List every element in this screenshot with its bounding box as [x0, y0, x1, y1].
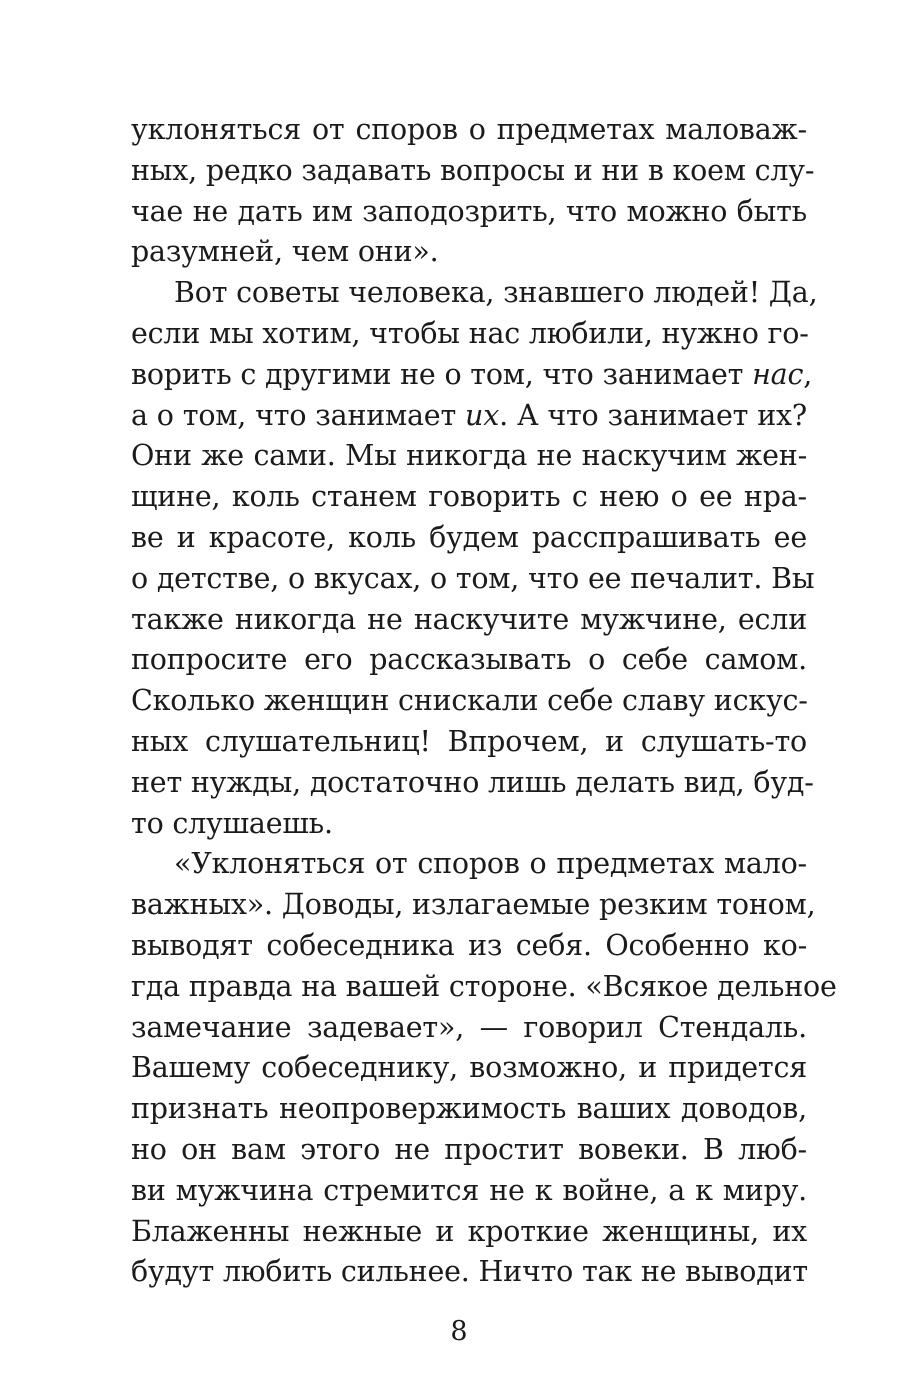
text-segment: выводят собеседника из себя. Особенно ко-: [131, 928, 807, 962]
text-segment: . А что занимает их?: [499, 398, 807, 432]
text-segment: ных, редко задавать вопросы и ни в коем слу-: [131, 153, 815, 187]
text-line: [131, 314, 807, 355]
text-segment: также никогда не наскучите мужчине, если: [131, 602, 807, 636]
text-segment: Сколько женщин снискали себе славу искус-: [131, 684, 808, 718]
body-text: [131, 110, 837, 1293]
text-line: [131, 681, 807, 722]
text-segment: ви мужчина стремится не к войне, а к миру.: [131, 1173, 807, 1207]
text-line: [131, 559, 815, 600]
text-line: [131, 273, 818, 314]
page-number: 8: [450, 1316, 468, 1347]
text-line: [131, 477, 807, 518]
text-segment: чае не дать им заподозрить, что можно быть: [131, 194, 807, 228]
text-line: [131, 232, 807, 273]
text-line: [131, 1212, 807, 1253]
text-line: [131, 396, 807, 437]
text-segment: уклоняться от споров о предметах маловаж-: [131, 113, 807, 146]
text-segment: но он вам этого не простит вовеки. В люб-: [131, 1132, 807, 1166]
text-segment: признать неопровержимость ваших доводов,: [131, 1092, 807, 1126]
text-line: [131, 885, 816, 926]
text-segment: гда правда на вашей стороне. «Всякое дельное: [131, 969, 837, 1003]
text-segment: ных слушательниц! Впрочем, и слушать-то: [131, 724, 807, 758]
text-segment: важных». Доводы, излагаемые резким тоном,: [131, 888, 816, 922]
text-line: [131, 844, 807, 885]
text-line: [131, 804, 807, 845]
text-segment: Блаженны нежные и кроткие женщины, их: [131, 1214, 807, 1248]
text-segment: то слушаешь.: [131, 806, 333, 840]
text-line: [131, 722, 807, 763]
text-line: [131, 1130, 807, 1171]
text-line: [131, 640, 807, 681]
text-segment: попросите его рассказывать о себе самом.: [131, 643, 807, 677]
emphasis-text: нас: [752, 357, 804, 391]
text-line: [131, 967, 837, 1008]
text-segment: ворить с другими не о том, что занимает: [131, 357, 753, 391]
text-segment: ве и красоте, коль будем расспрашивать ее: [131, 520, 807, 554]
text-line: [131, 436, 807, 477]
text-line: [131, 763, 814, 804]
text-line: [131, 1171, 807, 1212]
text-line: [131, 355, 813, 396]
text-segment: «Уклоняться от споров о предметах мало-: [174, 847, 807, 881]
text-segment: если мы хотим, чтобы нас любили, нужно го-: [131, 316, 809, 350]
emphasis-text: их: [465, 398, 500, 432]
text-segment: Они же сами. Мы никогда не наскучим жен-: [131, 439, 807, 473]
text-segment: Вашему собеседнику, возможно, и придется: [131, 1051, 807, 1085]
text-line: [131, 110, 807, 151]
text-line: [131, 600, 807, 641]
text-line: [131, 1089, 807, 1130]
text-segment: будут любить сильнее. Ничто так не выводит: [131, 1255, 808, 1289]
text-segment: нет нужды, достаточно лишь делать вид, буд-: [131, 765, 814, 799]
text-segment: о детстве, о вкусах, о том, что ее печалит. Вы: [131, 561, 815, 595]
text-segment: замечание задевает», — говорил Стендаль.: [131, 1010, 807, 1044]
text-line: [131, 151, 815, 192]
text-line: [131, 1048, 807, 1089]
text-segment: щине, коль станем говорить с нею о ее нра-: [131, 480, 807, 514]
text-segment: разумней, чем они».: [131, 235, 439, 269]
text-line: [131, 518, 807, 559]
text-segment: Вот советы человека, знавшего людей! Да,: [174, 276, 818, 310]
text-line: [131, 926, 807, 967]
text-line: [131, 192, 807, 233]
text-segment: а о том, что занимает: [131, 398, 466, 432]
text-segment: ,: [803, 357, 813, 391]
text-line: [131, 1008, 807, 1049]
text-line: [131, 1252, 807, 1293]
